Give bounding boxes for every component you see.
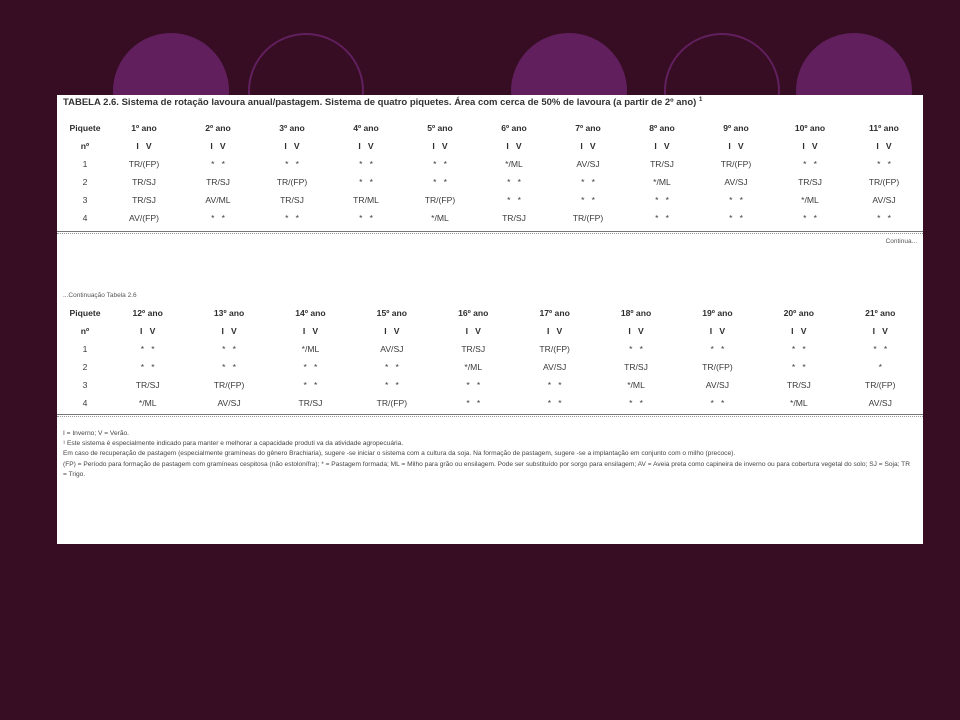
note-legend: I = Inverno; V = Verão.	[63, 430, 129, 437]
season-header: I V	[580, 141, 596, 151]
table-header-row	[63, 119, 921, 137]
table-cell: */ML	[627, 380, 645, 390]
year-header: 6º ano	[501, 123, 527, 133]
piquete-number: 3	[82, 195, 88, 205]
no-header: nº	[80, 326, 90, 336]
table-cell: TR/(FP)	[572, 213, 604, 223]
season-header: I V	[465, 326, 481, 336]
table-cell: TR/(FP)	[213, 380, 245, 390]
continuation-label: ...Continuação Tabela 2.6	[63, 292, 137, 299]
table-cell: TR/SJ	[206, 177, 230, 187]
table-cell: TR/SJ	[798, 177, 822, 187]
table-cell: */ML	[301, 344, 320, 354]
table-cell: */ML	[801, 195, 819, 205]
table-row	[63, 173, 921, 191]
table-row	[63, 191, 921, 209]
table-cell: * *	[873, 344, 888, 354]
table-cell: TR/(FP)	[868, 177, 900, 187]
table-cell: */ML	[431, 213, 449, 223]
season-header: I V	[709, 326, 726, 336]
table-cell: * *	[877, 213, 891, 223]
season-header: I V	[791, 326, 807, 336]
table-cell: * *	[211, 213, 225, 223]
table-cell: * *	[140, 362, 155, 372]
table-cell: TR/SJ	[280, 195, 304, 205]
piquete-number: 1	[82, 344, 88, 354]
piquete-number: 4	[82, 213, 88, 223]
year-header: 19º ano	[702, 308, 733, 318]
year-header: 21º ano	[865, 308, 896, 318]
year-header: 17º ano	[539, 308, 570, 318]
piquete-number: 1	[82, 159, 88, 169]
table-cell: * *	[433, 159, 447, 169]
piquete-number: 4	[82, 398, 88, 408]
table-cell: TR/SJ	[135, 380, 160, 390]
year-header: 14º ano	[295, 308, 326, 318]
table-cell: * *	[359, 213, 373, 223]
season-header: I V	[876, 141, 892, 151]
table-cell: * *	[729, 195, 743, 205]
table-cell: * *	[303, 380, 318, 390]
piquete-header: Piquete	[69, 123, 101, 133]
table-cell: * *	[285, 213, 299, 223]
year-header: 4º ano	[353, 123, 379, 133]
table-cell: * *	[803, 213, 817, 223]
table-cell: * *	[433, 177, 447, 187]
year-header: 3º ano	[279, 123, 305, 133]
table-cell: AV/SJ	[380, 344, 404, 354]
table-cell: */ML	[505, 159, 523, 169]
year-header: 15º ano	[376, 308, 408, 318]
table-cell: TR/ML	[353, 195, 379, 205]
season-header: I V	[628, 326, 644, 336]
table-cell: TR/(FP)	[864, 380, 896, 390]
table-cell: * *	[791, 344, 806, 354]
table-season-row	[63, 137, 921, 155]
table-cell: *	[878, 362, 882, 372]
year-header: 10º ano	[794, 123, 826, 133]
table-cell: TR/SJ	[650, 159, 674, 169]
table-title-footnote: 1	[698, 97, 703, 103]
season-header: I V	[221, 326, 237, 336]
table-cell: TR/SJ	[461, 344, 486, 354]
table-cell: AV/(FP)	[129, 213, 159, 223]
table-title	[63, 97, 702, 108]
table-cell: AV/SJ	[872, 195, 896, 205]
table-cell: AV/SJ	[217, 398, 241, 408]
season-header: I V	[302, 326, 319, 336]
piquete-number: 3	[82, 380, 88, 390]
year-header: 5º ano	[427, 123, 453, 133]
season-header: I V	[140, 326, 156, 336]
year-header: 18º ano	[620, 308, 652, 318]
table-cell: TR/SJ	[502, 213, 526, 223]
table-cell: */ML	[464, 362, 483, 372]
table-cell: TR/SJ	[132, 177, 156, 187]
season-header: I V	[384, 326, 400, 336]
note-recovery: Em caso de recuperação de pastagem (especialmente gramíneas do gênero Brachiaria), sugere -se iniciar o sistema com a cultura da soja. Na formação de pastagem, sugere -se a implantação em conjunto com o milho (precoce).	[63, 450, 736, 458]
table-cell: * *	[384, 380, 399, 390]
table-cell: * *	[655, 195, 669, 205]
table-cell: TR/(FP)	[539, 344, 570, 354]
table-cell: * *	[877, 159, 891, 169]
table-cell: * *	[140, 344, 155, 354]
no-header: nº	[80, 141, 90, 151]
table-cell: AV/SJ	[576, 159, 600, 169]
table-row	[63, 358, 921, 376]
table-cell: TR/(FP)	[276, 177, 308, 187]
table-cell: AV/SJ	[868, 398, 892, 408]
table-row	[63, 209, 921, 227]
season-header: I V	[654, 141, 670, 151]
year-header: 13º ano	[213, 308, 245, 318]
table-notes	[63, 429, 915, 480]
note-footnote-1: ¹ Este sistema é especialmente indicado para manter e melhorar a capacidade produti va da atividade agropecuária.	[63, 440, 404, 448]
table-cell: AV/ML	[205, 195, 231, 205]
table-divider	[57, 231, 923, 234]
table-cell: * *	[629, 344, 643, 354]
table-cell: TR/(FP)	[376, 398, 408, 408]
table-cell: * *	[803, 159, 817, 169]
table-cell: * *	[384, 362, 399, 372]
table-cell: TR/(FP)	[424, 195, 456, 205]
year-header: 20º ano	[783, 308, 814, 318]
table-cell: TR/SJ	[786, 380, 811, 390]
table-cell: * *	[303, 362, 318, 372]
table-cell: TR/SJ	[624, 362, 648, 372]
year-header: 9º ano	[723, 123, 749, 133]
table-cell: */ML	[138, 398, 157, 408]
table-cell: * *	[285, 159, 299, 169]
rotation-table-years-1-11	[63, 119, 921, 227]
table-cell: AV/SJ	[724, 177, 748, 187]
year-header: 11º ano	[869, 123, 899, 133]
table-row	[63, 376, 921, 394]
table-cell: * *	[629, 398, 643, 408]
season-header: I V	[802, 141, 818, 151]
table-divider	[57, 414, 923, 417]
season-header: I V	[547, 326, 563, 336]
rotation-table-years-12-21	[63, 304, 921, 412]
table-season-row	[63, 322, 921, 340]
year-header: 1º ano	[131, 123, 157, 133]
note-abbreviations: (FP) = Período para formação de pastagem com gramíneas cespitosa (não estolonífra); * = Pastagem formada; ML = Milho para grão ou ensilagem. Pode ser substituído por sorgo para ensilagem; AV = Aveia preta como capineira de inverno ou para cobertura vegetal do solo; SJ = Soja; TR = Trigo.	[63, 460, 910, 478]
table-cell: * *	[507, 177, 521, 187]
table-cell: * *	[466, 380, 481, 390]
table-cell: AV/SJ	[543, 362, 567, 372]
table-cell: * *	[547, 398, 562, 408]
season-header: I V	[432, 141, 448, 151]
year-header: 2º ano	[205, 123, 231, 133]
table-cell: * *	[581, 195, 595, 205]
table-cell: */ML	[789, 398, 808, 408]
table-cell: * *	[222, 344, 237, 354]
table-cell: * *	[211, 159, 225, 169]
table-row	[63, 394, 921, 412]
season-header: I V	[728, 141, 744, 151]
piquete-header: Piquete	[69, 308, 101, 318]
year-header: 7º ano	[575, 123, 601, 133]
year-header: 8º ano	[649, 123, 675, 133]
season-header: I V	[872, 326, 888, 336]
table-cell: TR/(FP)	[702, 362, 733, 372]
season-header: I V	[284, 141, 300, 151]
table-cell: * *	[222, 362, 237, 372]
table-title-text: TABELA 2.6. Sistema de rotação lavoura anual/pastagem. Sistema de quatro piquetes. Área com cerca de 50% de lavoura (a partir de 2º ano)	[63, 97, 697, 109]
year-header: 12º ano	[132, 308, 163, 318]
piquete-number: 2	[82, 177, 88, 187]
table-cell: * *	[507, 195, 521, 205]
table-cell: * *	[710, 398, 725, 408]
table-cell: TR/(FP)	[720, 159, 752, 169]
table-cell: * *	[547, 380, 562, 390]
table-cell: * *	[466, 398, 481, 408]
table-row	[63, 155, 921, 173]
table-cell: * *	[655, 213, 669, 223]
table-cell: TR/(FP)	[128, 159, 160, 169]
season-header: I V	[506, 141, 522, 151]
season-header: I V	[358, 141, 374, 151]
table-cell: TR/SJ	[298, 398, 323, 408]
table-cell: * *	[359, 177, 373, 187]
table-row	[63, 340, 921, 358]
table-cell: * *	[791, 362, 806, 372]
table-cell: * *	[710, 344, 725, 354]
table-cell: * *	[359, 159, 373, 169]
table-cell: TR/SJ	[132, 195, 156, 205]
season-header: I V	[210, 141, 226, 151]
document-image	[57, 95, 923, 544]
season-header: I V	[136, 141, 152, 151]
piquete-number: 2	[82, 362, 88, 372]
table-cell: * *	[729, 213, 743, 223]
continua-label: Continua...	[885, 238, 917, 245]
table-cell: */ML	[653, 177, 671, 187]
table-header-row	[63, 304, 921, 322]
table-cell: * *	[581, 177, 595, 187]
table-cell: AV/SJ	[705, 380, 730, 390]
year-header: 16º ano	[458, 308, 489, 318]
